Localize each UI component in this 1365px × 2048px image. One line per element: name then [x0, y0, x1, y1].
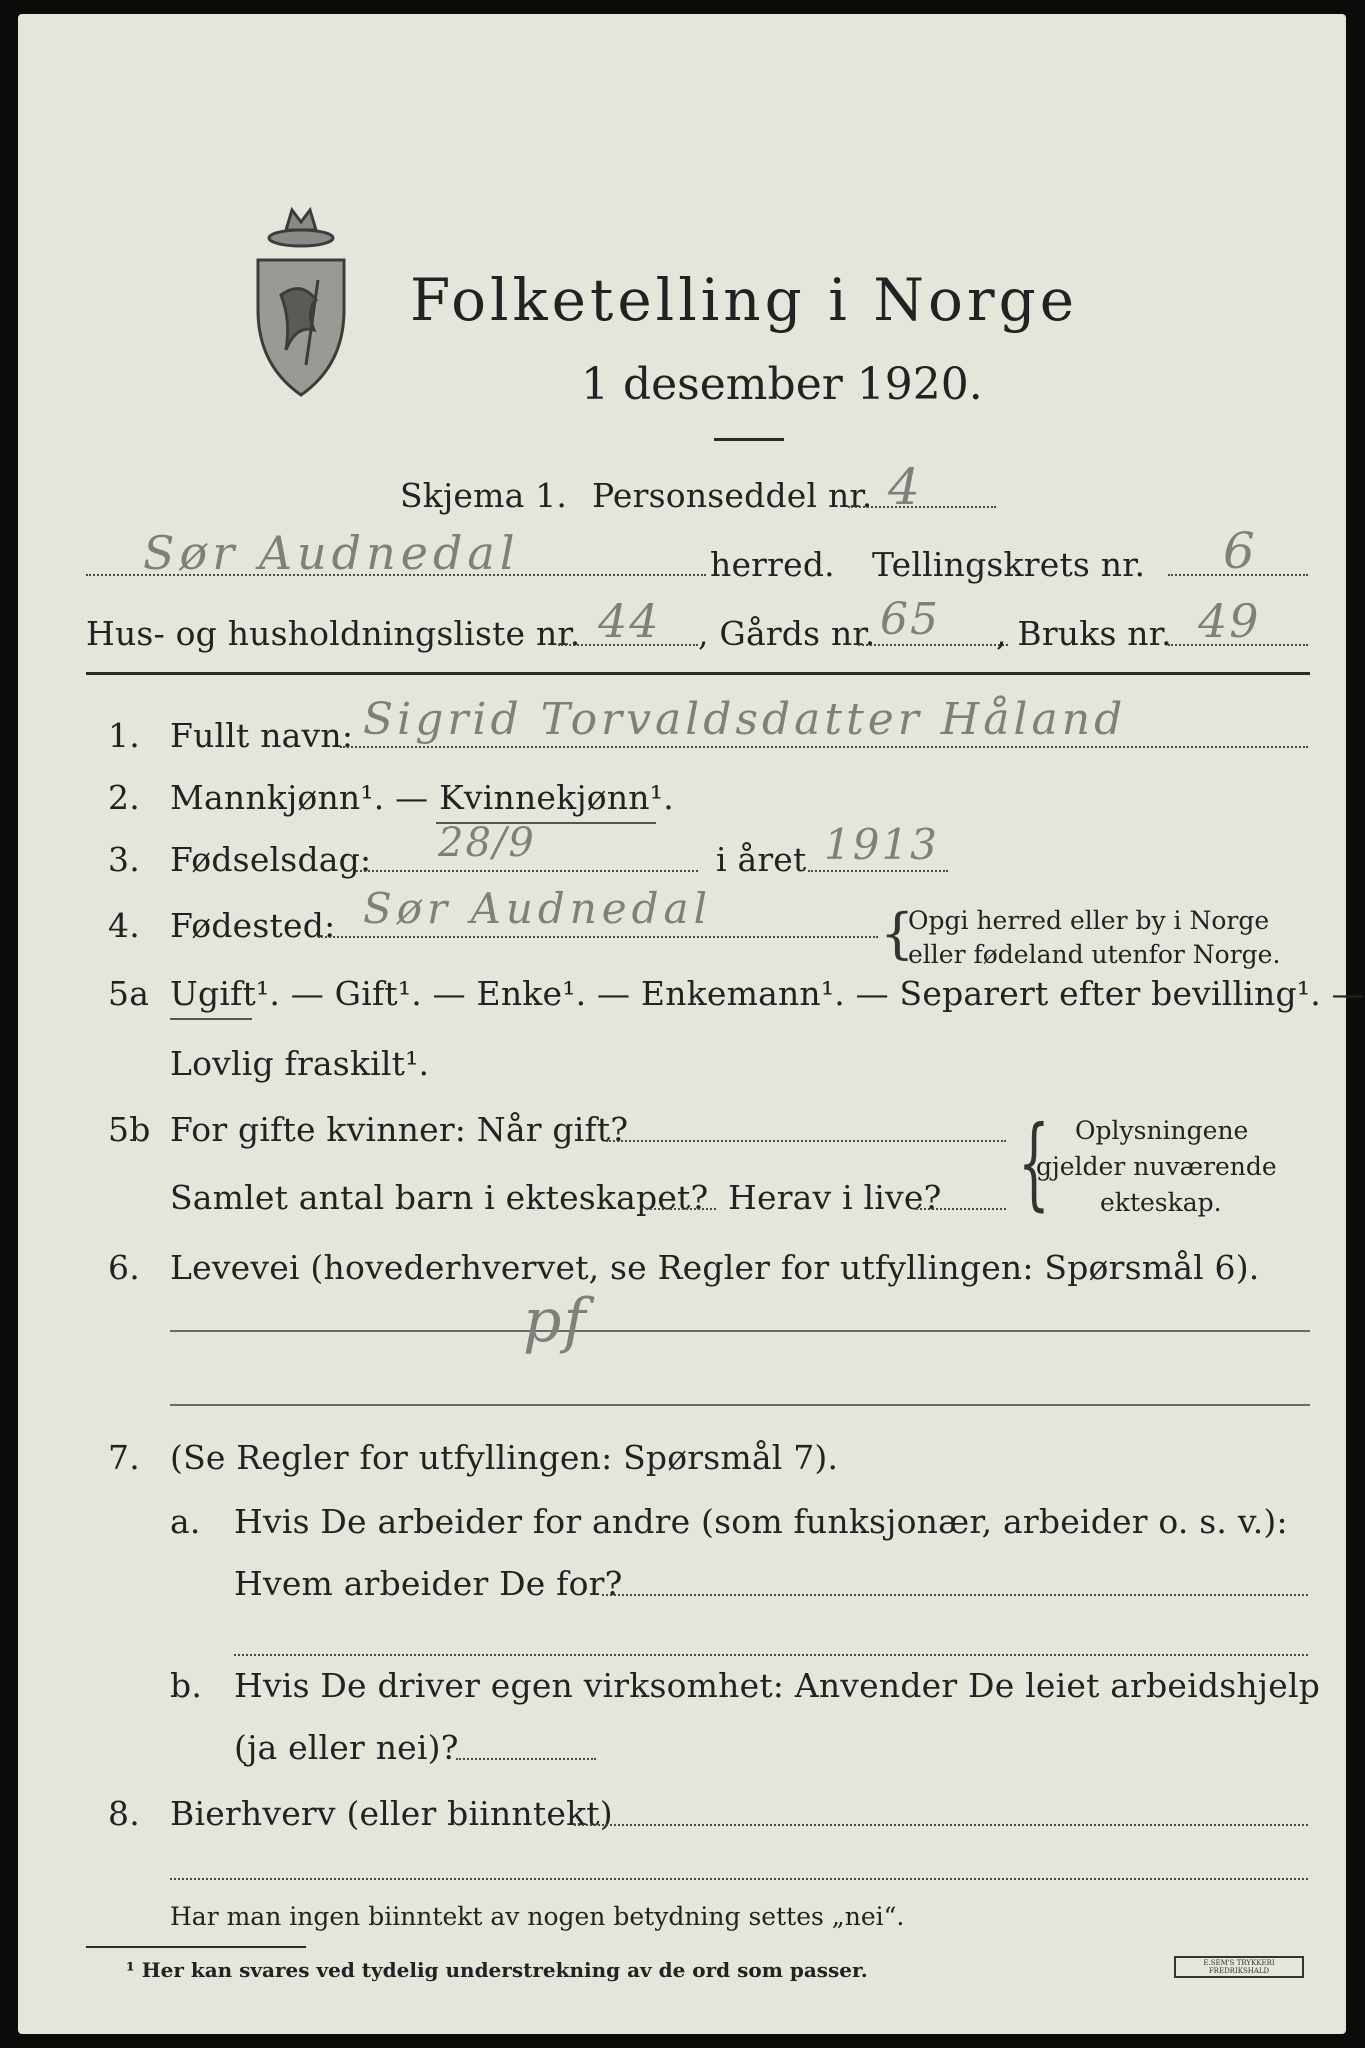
q7a-answer-line1	[602, 1594, 1308, 1596]
bruks-label: , Bruks nr.	[996, 614, 1172, 653]
personseddel-line	[848, 506, 996, 508]
header-rule	[86, 672, 1310, 675]
q5b-line2b: Herav i live?	[728, 1178, 942, 1217]
q5b-line1: For gifte kvinner: Når gift?	[170, 1110, 629, 1149]
q5a-number: 5a	[108, 974, 150, 1013]
coat-of-arms-icon	[246, 200, 356, 400]
q6-answer-line2	[170, 1404, 1310, 1406]
q4-note-line1: Opgi herred eller by i Norge	[908, 906, 1270, 935]
title-divider	[714, 438, 784, 441]
q1-label: Fullt navn:	[170, 716, 354, 755]
q2-label: Mannkjønn¹. — Kvinnekjønn¹.	[170, 778, 674, 817]
footnote-rule	[86, 1946, 306, 1948]
bruks-value: 49	[1198, 594, 1261, 648]
q5b-line2a: Samlet antal barn i ekteskapet?	[170, 1178, 709, 1217]
q4-fodested-value: Sør Audnedal	[363, 884, 713, 933]
q7b-line1: Hvis De driver egen virksomhet: Anvender De leiet arbeidshjelp	[234, 1666, 1321, 1705]
q3-year-line	[808, 870, 948, 872]
q5a-line1: Ugift¹. — Gift¹. — Enke¹. — Enkemann¹. — Separert efter bevilling¹. —	[170, 974, 1365, 1013]
q1-name-value: Sigrid Torvaldsdatter Håland	[363, 694, 1127, 745]
herred-label: herred.	[710, 545, 835, 584]
q5b-note2: gjelder nuværende	[1036, 1152, 1277, 1181]
q4-line	[318, 936, 878, 938]
q4-note-brace: {	[880, 902, 915, 965]
q5b-note3: ekteskap.	[1100, 1188, 1222, 1217]
printer-stamp: E.SEM'S TRYKKERI FREDRIKSHALD	[1174, 1956, 1304, 1978]
q5b-number: 5b	[108, 1110, 151, 1149]
q4-label: Fødested:	[170, 906, 336, 945]
q6-number: 6.	[108, 1248, 140, 1287]
q3-number: 3.	[108, 840, 140, 879]
form-title: Folketelling i Norge	[410, 266, 1079, 334]
q5a-underline-ugift	[170, 1018, 252, 1020]
footnote: ¹ Her kan svares ved tydelig understrekning av de ord som passer.	[126, 1958, 868, 1982]
q1-number: 1.	[108, 716, 140, 755]
q7b-letter: b.	[170, 1666, 203, 1705]
herred-value: Sør Audnedal	[143, 526, 520, 580]
q6-answer-line1	[170, 1330, 1310, 1332]
q8-number: 8.	[108, 1794, 140, 1833]
q4-number: 4.	[108, 906, 140, 945]
q8-label: Bierhverv (eller biinntekt)	[170, 1794, 613, 1833]
tellingskrets-label: Tellingskrets nr.	[872, 545, 1146, 584]
census-date: 1 desember 1920.	[581, 359, 983, 410]
hus-value: 44	[598, 594, 661, 648]
note-nei: Har man ingen biinntekt av nogen betydning settes „nei“.	[170, 1902, 905, 1931]
q3-year-label: i året	[716, 840, 807, 879]
skjema-label: Skjema 1.	[400, 476, 568, 515]
personseddel-value: 4	[888, 458, 922, 516]
q8-answer-line1	[574, 1824, 1308, 1826]
q5b-i-live-line	[916, 1208, 1006, 1210]
q7a-line1: Hvis De arbeider for andre (som funksjonær, arbeider o. s. v.):	[234, 1502, 1288, 1541]
q7a-letter: a.	[170, 1502, 201, 1541]
q2-number: 2.	[108, 778, 140, 817]
q7-number: 7.	[108, 1438, 140, 1477]
q3-label: Fødselsdag:	[170, 840, 372, 879]
q7a-line2: Hvem arbeider De for?	[234, 1564, 623, 1603]
q6-label: Levevei (hovederhvervet, se Regler for utfyllingen: Spørsmål 6).	[170, 1248, 1260, 1287]
personseddel-label: Personseddel nr.	[592, 476, 873, 515]
q7a-answer-line2	[234, 1654, 1308, 1656]
q6-levevei-value: pf	[523, 1286, 588, 1356]
q5b-note-brace: {	[1018, 1104, 1050, 1221]
hus-label: Hus- og husholdningsliste nr.	[86, 614, 581, 653]
tellingskrets-value: 6	[1223, 522, 1257, 580]
q3-fodselsdag-value: 28/9	[438, 820, 536, 866]
q3-year-value: 1913	[824, 820, 939, 869]
q4-note-line2: eller fødeland utenfor Norge.	[908, 940, 1281, 969]
gards-label: , Gårds nr.	[698, 614, 876, 653]
q1-line	[340, 746, 1308, 748]
q3-line	[356, 870, 698, 872]
q5b-note1: Oplysningene	[1075, 1116, 1249, 1145]
census-form-page	[18, 14, 1365, 2034]
q7b-line2: (ja eller nei)?	[234, 1728, 459, 1767]
q7b-answer-line	[456, 1758, 596, 1760]
q8-answer-line2	[170, 1878, 1308, 1880]
gards-value: 65	[880, 594, 940, 645]
q7-label: (Se Regler for utfyllingen: Spørsmål 7).	[170, 1438, 839, 1477]
q5b-nar-gift-line	[606, 1140, 1006, 1142]
q5b-antal-barn-line	[646, 1208, 716, 1210]
q5a-line2: Lovlig fraskilt¹.	[170, 1044, 430, 1083]
